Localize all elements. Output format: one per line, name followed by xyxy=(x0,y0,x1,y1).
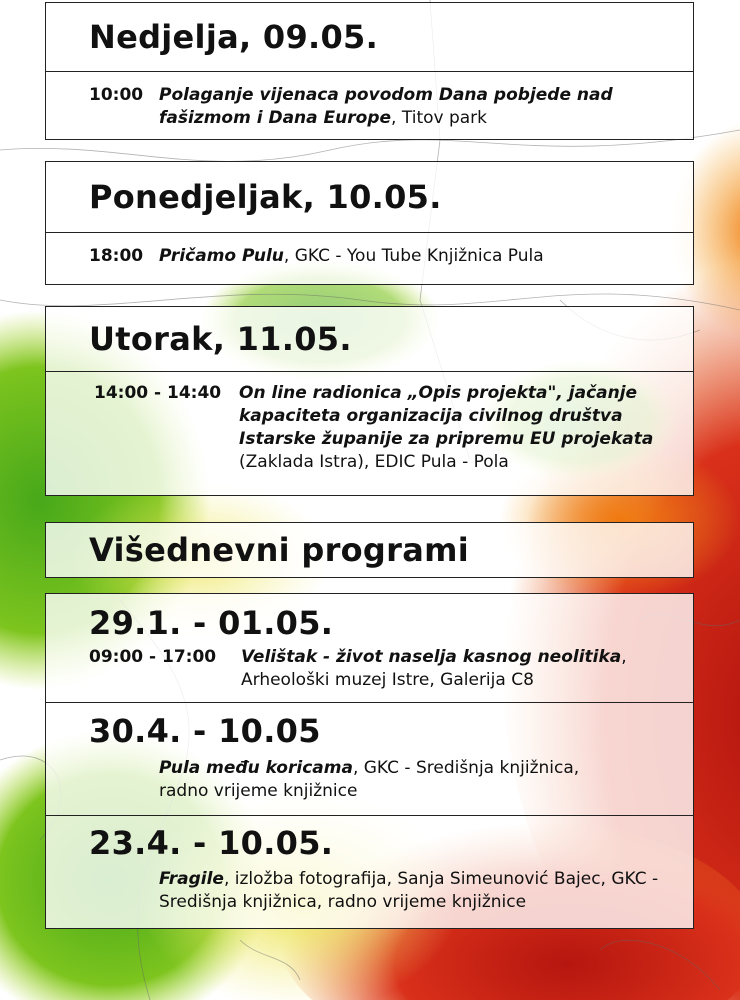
multi-day-block xyxy=(45,593,694,929)
event-location: , Arheološki muzej Istre, Galerija C8 xyxy=(241,647,627,690)
event-title: Pula među koricama xyxy=(159,758,353,778)
event-title: Fragile xyxy=(159,869,224,889)
event-time: 09:00 - 17:00 xyxy=(89,647,217,667)
event-title: Polaganje vijenaca povodom Dana pobjede nad fašizmom i Dana Europe xyxy=(159,85,613,128)
event-description xyxy=(159,245,679,268)
event-description xyxy=(239,382,659,474)
event-description xyxy=(159,757,629,803)
event-time: 14:00 - 14:40 xyxy=(94,383,222,403)
section-heading: Višednevni programi xyxy=(89,531,470,569)
date-range: 23.4. - 10.05. xyxy=(89,824,334,862)
event-title: Velištak - život naselja kasnog neolitika xyxy=(241,647,622,667)
event-location: (Zaklada Istra), EDIC Pula - Pola xyxy=(239,452,509,472)
day-block-2 xyxy=(45,161,694,285)
event-location: , GKC - Središnja knjižnica, radno vrijeme knjižnice xyxy=(159,758,580,801)
multi-day-item-2 xyxy=(46,703,693,815)
event-location: , Titov park xyxy=(391,108,488,128)
date-range: 29.1. - 01.05. xyxy=(89,604,334,642)
multi-day-item-3 xyxy=(46,816,693,926)
multi-day-item-1 xyxy=(46,594,693,702)
event-time: 18:00 xyxy=(89,246,144,266)
multi-day-heading-block xyxy=(45,522,694,578)
day-heading: Utorak, 11.05. xyxy=(89,320,352,358)
event-title: On line radionica „Opis projekta", jačanje kapaciteta organizacija civilnog društva Istarske županije za pripremu EU projekata xyxy=(239,383,654,449)
event-location: , GKC - You Tube Knjižnica Pula xyxy=(283,246,544,266)
event-description xyxy=(159,868,659,914)
day-block-3 xyxy=(45,306,694,496)
event-location: , izložba fotografija, Sanja Simeunović Bajec, GKC - Središnja knjižnica, radno vrijeme knjižnice xyxy=(159,869,659,912)
event-description xyxy=(159,84,659,130)
date-range: 30.4. - 10.05 xyxy=(89,712,321,750)
day-heading: Nedjelja, 09.05. xyxy=(89,18,379,56)
day-heading: Ponedjeljak, 10.05. xyxy=(89,178,442,216)
event-title: Pričamo Pulu xyxy=(159,246,284,266)
day-block-1 xyxy=(45,2,694,140)
event-time: 10:00 xyxy=(89,85,144,105)
event-description xyxy=(241,646,661,692)
